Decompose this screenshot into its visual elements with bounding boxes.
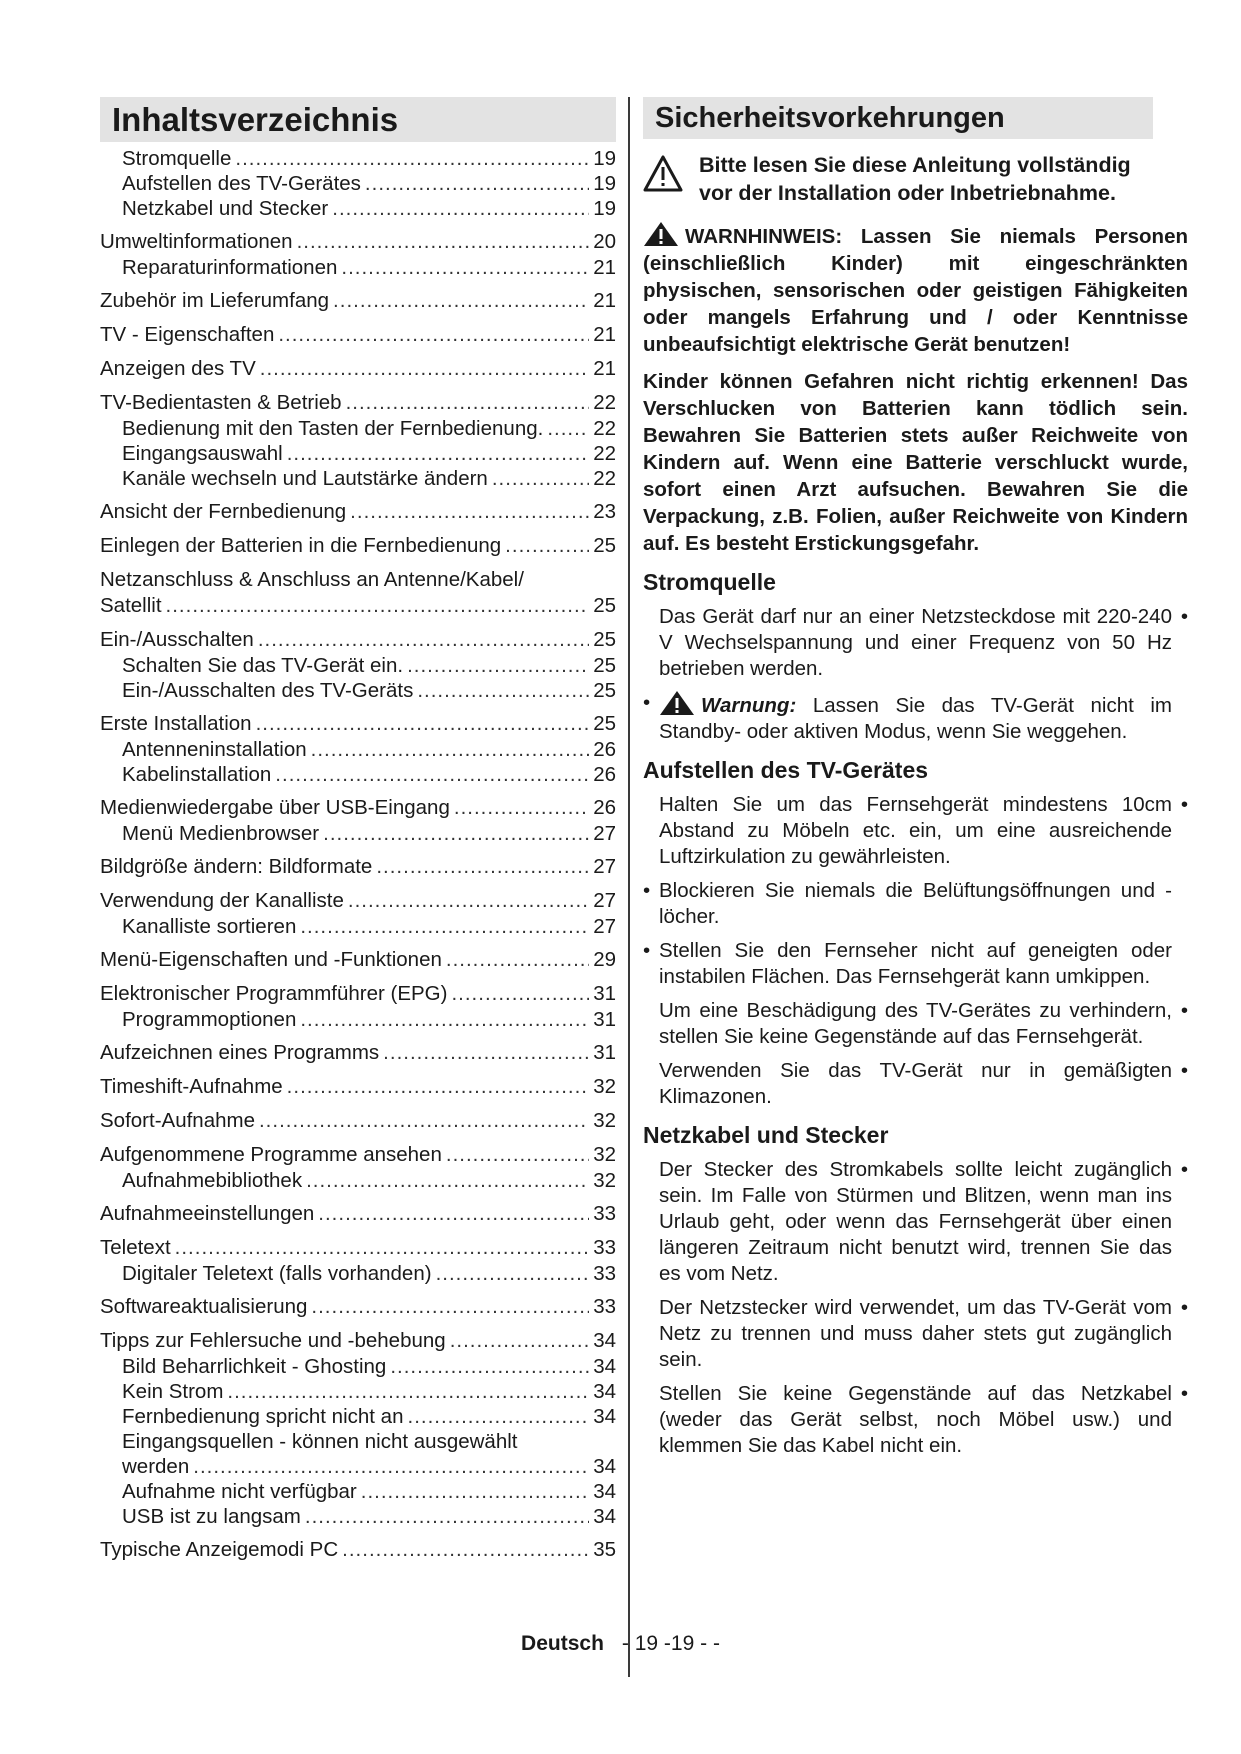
toc-entry-page: 34	[593, 1405, 616, 1428]
toc-entry	[100, 1429, 616, 1479]
toc-entry-text: Menü Medienbrowser	[122, 822, 320, 845]
list-item	[643, 1058, 1188, 1110]
column-divider	[628, 97, 630, 1677]
warning-block	[643, 221, 1188, 358]
toc-entry-page: 31	[593, 1008, 616, 1031]
footer-language: Deutsch	[521, 1632, 604, 1655]
read-manual-notice	[643, 151, 1188, 207]
toc-entry-text: Einlegen der Batterien in die Fernbedienung	[100, 534, 502, 557]
toc-entry-text: Tipps zur Fehlersuche und -behebung	[100, 1329, 446, 1352]
toc-entry-page: 34	[593, 1505, 616, 1528]
toc-entry-text: Aufnahmebibliothek	[122, 1169, 303, 1192]
toc-entry	[100, 914, 616, 939]
toc-entry	[100, 947, 616, 973]
toc-entry-text: Aufstellen des TV-Gerätes	[122, 172, 361, 195]
list-item-text: Stellen Sie den Fernseher nicht auf geneigten oder instabilen Flächen. Das Fernsehgerät kann umkippen.	[659, 939, 1172, 988]
list-item-text: Blockieren Sie niemals die Belüftungsöffnungen und -löcher.	[659, 879, 1172, 928]
toc-entry-page: 34	[593, 1355, 616, 1378]
toc-entry-text: Netzanschluss & Anschluss an Antenne/Kabel/	[100, 568, 524, 591]
toc-entry-page: 34	[593, 1480, 616, 1503]
warning-icon	[643, 221, 679, 247]
toc-entry-text-cont: Satellit	[100, 594, 162, 617]
toc-entry	[100, 533, 616, 559]
list-item-text: Der Stecker des Stromkabels sollte leicht zugänglich sein. Im Falle von Stürmen und Blitzen, wenn man ins Urlaub geht, oder wenn das Fernsehgerät über einen längeren Zeitraum nicht benutzt wird, trennen Sie das es vom Netz.	[659, 1158, 1172, 1285]
toc-entry-page: 19	[593, 147, 616, 170]
toc-entry-text: Anzeigen des TV	[100, 357, 256, 380]
toc-entry-page: 33	[593, 1202, 616, 1225]
toc-entry	[100, 981, 616, 1007]
bullet: •	[1180, 1158, 1188, 1181]
toc-entry-page: 33	[593, 1236, 616, 1259]
toc-entry-text: Fernbedienung spricht nicht an	[122, 1405, 404, 1428]
toc-entry-text: Menü-Eigenschaften und -Funktionen	[100, 948, 442, 971]
toc-entry	[100, 229, 616, 255]
bullet: •	[1180, 1296, 1188, 1319]
toc-entry	[100, 1404, 616, 1429]
list-item	[643, 938, 1188, 990]
toc-entry-text: Kanalliste sortieren	[122, 915, 297, 938]
toc-entry	[100, 1142, 616, 1168]
toc-entry	[100, 322, 616, 348]
table-of-contents	[100, 97, 616, 1563]
toc-entry-text: Aufgenommene Programme ansehen	[100, 1143, 442, 1166]
toc-entry-page: 27	[593, 889, 616, 912]
toc-entry	[100, 1201, 616, 1227]
toc-entry	[100, 1108, 616, 1134]
warning-label: Warnung:	[701, 694, 797, 717]
toc-entry-page: 26	[593, 738, 616, 761]
toc-entry-text: Aufzeichnen eines Programms	[100, 1041, 380, 1064]
toc-entry-text: Bildgröße ändern: Bildformate	[100, 855, 373, 878]
toc-entry	[100, 1328, 616, 1354]
toc-entry-page: 19	[593, 172, 616, 195]
toc-entry-page: 31	[593, 1041, 616, 1064]
toc-entry	[100, 678, 616, 703]
warning-icon	[659, 690, 695, 716]
toc-entry-text: Schalten Sie das TV-Gerät ein.	[122, 654, 404, 677]
toc-entry	[100, 1479, 616, 1504]
toc-entry-page: 34	[593, 1329, 616, 1352]
toc-entry	[100, 567, 616, 619]
toc-entry-text: Ansicht der Fernbedienung	[100, 500, 347, 523]
toc-entry	[100, 416, 616, 441]
toc-entry-text: Bedienung mit den Tasten der Fernbedienung.	[122, 417, 544, 440]
toc-entry-text: Umweltinformationen	[100, 230, 293, 253]
toc-entry-text: Teletext	[100, 1236, 171, 1259]
toc-entry	[100, 146, 616, 171]
toc-entry-page: 33	[593, 1295, 616, 1318]
netzkabel-list	[643, 1157, 1188, 1459]
toc-entry-text: Timeshift-Aufnahme	[100, 1075, 283, 1098]
toc-entry	[100, 1007, 616, 1032]
toc-entry-page: 32	[593, 1109, 616, 1132]
toc-entry-text: Antenneninstallation	[122, 738, 307, 761]
toc-entry-page: 21	[593, 289, 616, 312]
page-number: - 19 -19 - -	[621, 1632, 720, 1655]
toc-entry	[100, 821, 616, 846]
toc-entry-text: USB ist zu langsam	[122, 1505, 301, 1528]
toc-entry	[100, 1537, 616, 1563]
list-item	[643, 1157, 1188, 1287]
children-warning: Kinder können Gefahren nicht richtig erkennen! Das Verschlucken von Batterien kann tödlich sein. Bewahren Sie Batterien stets außer Reichweite von Kindern auf. Wenn eine Batterie verschluckt wurde, sofort einen Arzt aufsuchen. Bewahren Sie die Verpackung, z.B. Folien, außer Reichweite von Kindern auf. Es besteht Erstickungsgefahr.	[643, 370, 1188, 555]
toc-entry	[100, 196, 616, 221]
toc-entry	[100, 1354, 616, 1379]
safety-section	[643, 97, 1188, 1467]
list-item-text: Halten Sie um das Fernsehgerät mindestens 10cm Abstand zu Möbeln etc. ein, um eine ausreichende Luftzirkulation zu gewährleisten.	[659, 793, 1172, 868]
toc-entry	[100, 255, 616, 280]
intro-line-1: Bitte lesen Sie diese Anleitung vollständig	[699, 153, 1131, 177]
toc-entry-page: 32	[593, 1075, 616, 1098]
toc-entry-text: Ein-/Ausschalten des TV-Geräts	[122, 679, 414, 702]
toc-entry-text: Erste Installation	[100, 712, 252, 735]
toc-entry-page: 34	[593, 1380, 616, 1403]
toc-entry-text: Kanäle wechseln und Lautstärke ändern	[122, 467, 488, 490]
toc-entry-text: TV - Eigenschaften	[100, 323, 275, 346]
list-item-text: Um eine Beschädigung des TV-Gerätes zu verhindern, stellen Sie keine Gegenstände auf das Fernsehgerät.	[659, 999, 1172, 1048]
toc-entry-text: Programmoptionen	[122, 1008, 297, 1031]
toc-entry-text-cont: werden	[122, 1455, 190, 1478]
toc-entry	[100, 441, 616, 466]
toc-entry	[100, 1261, 616, 1286]
toc-entry-text: Aufnahmeeinstellungen	[100, 1202, 315, 1225]
toc-entry	[100, 1379, 616, 1404]
safety-title: Sicherheitsvorkehrungen	[643, 97, 1153, 139]
toc-entry-text: Kein Strom	[122, 1380, 224, 1403]
page-footer	[0, 1632, 1241, 1656]
toc-entry-text: Stromquelle	[122, 147, 232, 170]
toc-entry-page: 19	[593, 197, 616, 220]
toc-entry-text: Eingangsauswahl	[122, 442, 283, 465]
toc-list	[100, 146, 616, 1563]
list-item-text: Verwenden Sie das TV-Gerät nur in gemäßigten Klimazonen.	[659, 1059, 1172, 1108]
netzkabel-heading: Netzkabel und Stecker	[643, 1122, 889, 1148]
bullet: •	[643, 879, 651, 902]
stromquelle-heading: Stromquelle	[643, 569, 776, 595]
toc-entry	[100, 171, 616, 196]
bullet: •	[643, 691, 651, 714]
list-item	[643, 998, 1188, 1050]
toc-entry	[100, 762, 616, 787]
toc-entry-page: 25	[593, 594, 616, 617]
toc-entry	[100, 356, 616, 382]
stromquelle-paragraph: Das Gerät darf nur an einer Netzsteckdose mit 220-240 V Wechselspannung und einer Frequenz von 50 Hz betrieben werden. •	[659, 605, 1188, 680]
warning-text: Lassen Sie das TV-Gerät nicht im Standby- oder aktiven Modus, wenn Sie weggehen.	[659, 694, 1172, 743]
toc-title: Inhaltsverzeichnis	[100, 97, 616, 142]
toc-entry-page: 21	[593, 357, 616, 380]
warning-text: WARNHINWEIS: Lassen Sie niemals Personen (einschließlich Kinder) mit eingeschränkten physischen, sensorischen oder geistigen Fähigkeiten oder mangels Erfahrung und / oder Kenntnisse unbeaufsichtigt elektrische Gerät benutzen!	[643, 225, 1188, 356]
toc-entry-page: 25	[593, 628, 616, 651]
toc-entry-page: 22	[593, 417, 616, 440]
bullet: •	[1180, 1059, 1188, 1082]
intro-line-2: vor der Installation oder Inbetriebnahme.	[699, 181, 1116, 205]
caution-triangle-icon	[643, 155, 691, 193]
toc-entry	[100, 1168, 616, 1193]
toc-entry-page: 27	[593, 855, 616, 878]
list-item-text: Der Netzstecker wird verwendet, um das TV-Gerät vom Netz zu trennen und muss daher stets gut zugänglich sein.	[659, 1296, 1172, 1371]
aufstellen-list	[643, 792, 1188, 1110]
toc-entry-text: TV-Bedientasten & Betrieb	[100, 391, 342, 414]
toc-entry-text: Aufnahme nicht verfügbar	[122, 1480, 357, 1503]
bullet: •	[1180, 793, 1188, 816]
toc-entry-text: Eingangsquellen - können nicht ausgewählt	[122, 1430, 518, 1453]
toc-entry	[100, 499, 616, 525]
toc-entry-text: Kabelinstallation	[122, 763, 272, 786]
toc-entry-page: 20	[593, 230, 616, 253]
toc-entry	[100, 627, 616, 653]
toc-entry-page: 25	[593, 679, 616, 702]
toc-entry	[100, 1504, 616, 1529]
toc-entry-page: 21	[593, 256, 616, 279]
toc-entry-page: 26	[593, 796, 616, 819]
toc-entry	[100, 737, 616, 762]
toc-entry-page: 25	[593, 534, 616, 557]
toc-entry-page: 29	[593, 948, 616, 971]
toc-entry-text: Softwareaktualisierung	[100, 1295, 308, 1318]
toc-entry-text: Bild Beharrlichkeit - Ghosting	[122, 1355, 387, 1378]
bullet: •	[643, 939, 651, 962]
stromquelle-warning	[643, 690, 1188, 745]
toc-entry-page: 22	[593, 467, 616, 490]
toc-entry-page: 34	[593, 1455, 616, 1478]
toc-entry-page: 21	[593, 323, 616, 346]
list-item	[643, 792, 1188, 870]
list-item	[643, 1381, 1188, 1459]
toc-entry-text: Netzkabel und Stecker	[122, 197, 329, 220]
toc-entry	[100, 653, 616, 678]
toc-entry-text: Verwendung der Kanalliste	[100, 889, 344, 912]
toc-entry	[100, 288, 616, 314]
toc-entry-page: 27	[593, 915, 616, 938]
toc-entry-page: 22	[593, 391, 616, 414]
toc-entry	[100, 711, 616, 737]
toc-entry-page: 33	[593, 1262, 616, 1285]
bullet: •	[1180, 999, 1188, 1022]
toc-entry	[100, 888, 616, 914]
toc-entry	[100, 1074, 616, 1100]
toc-entry-text: Digitaler Teletext (falls vorhanden)	[122, 1262, 432, 1285]
toc-entry-page: 22	[593, 442, 616, 465]
toc-entry-page: 35	[593, 1538, 616, 1561]
toc-entry-page: 31	[593, 982, 616, 1005]
toc-entry-text: Ein-/Ausschalten	[100, 628, 254, 651]
aufstellen-heading: Aufstellen des TV-Gerätes	[643, 757, 929, 783]
toc-entry-text: Zubehör im Lieferumfang	[100, 289, 330, 312]
toc-entry-page: 26	[593, 763, 616, 786]
toc-entry-text: Typische Anzeigemodi PC	[100, 1538, 339, 1561]
toc-entry-text: Reparaturinformationen	[122, 256, 338, 279]
toc-entry	[100, 795, 616, 821]
toc-entry-text: Medienwiedergabe über USB-Eingang	[100, 796, 450, 819]
list-item	[643, 878, 1188, 930]
toc-entry-page: 32	[593, 1169, 616, 1192]
toc-entry	[100, 1040, 616, 1066]
toc-entry-page: 25	[593, 654, 616, 677]
toc-entry-text: Elektronischer Programmführer (EPG)	[100, 982, 448, 1005]
toc-entry	[100, 854, 616, 880]
toc-entry	[100, 466, 616, 491]
list-item-text: Stellen Sie keine Gegenstände auf das Netzkabel (weder das Gerät selbst, noch Möbel usw.) und klemmen Sie das Kabel nicht ein.	[659, 1382, 1172, 1457]
bullet: •	[1180, 605, 1188, 628]
toc-entry-page: 23	[593, 500, 616, 523]
toc-entry-page: 27	[593, 822, 616, 845]
list-item	[643, 1295, 1188, 1373]
toc-entry-page: 25	[593, 712, 616, 735]
toc-entry	[100, 390, 616, 416]
bullet: •	[1180, 1382, 1188, 1405]
toc-entry	[100, 1235, 616, 1261]
toc-entry-text: Sofort-Aufnahme	[100, 1109, 255, 1132]
toc-entry	[100, 1294, 616, 1320]
toc-entry-page: 32	[593, 1143, 616, 1166]
